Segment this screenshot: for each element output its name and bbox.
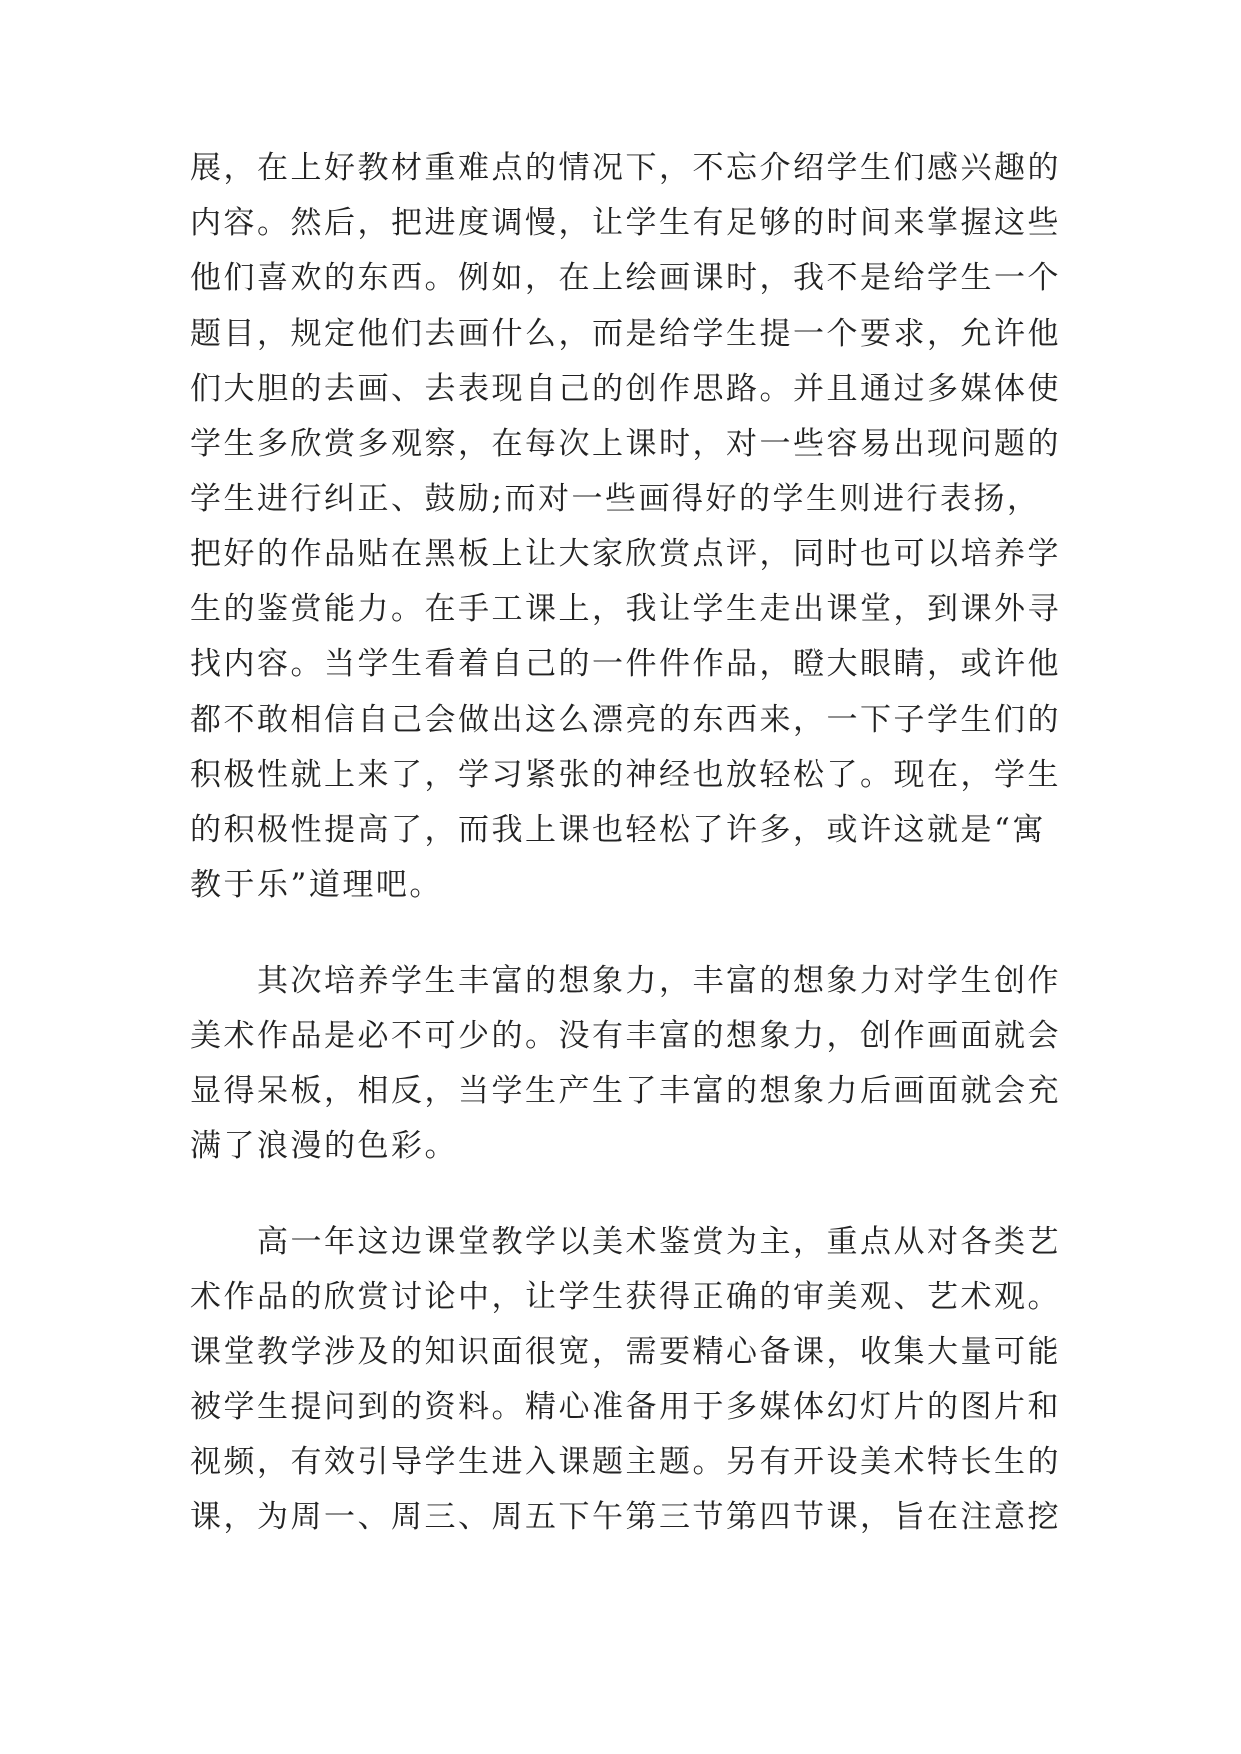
- text-line: 题目，规定他们去画什么，而是给学生提一个要求，允许他: [190, 316, 1061, 352]
- text-line: 课堂教学涉及的知识面很宽，需要精心备课，收集大量可能: [190, 1334, 1061, 1370]
- text-line: 学生多欣赏多观察，在每次上课时，对一些容易出现问题的: [190, 426, 1061, 462]
- text-line: 美术作品是必不可少的。没有丰富的想象力，创作画面就会: [190, 1018, 1061, 1054]
- text-line: 术作品的欣赏讨论中，让学生获得正确的审美观、艺术观。: [190, 1279, 1061, 1315]
- text-line: 显得呆板，相反，当学生产生了丰富的想象力后画面就会充: [190, 1073, 1061, 1109]
- text-line: 生的鉴赏能力。在手工课上，我让学生走出课堂，到课外寻: [190, 591, 1061, 627]
- text-line: 被学生提问到的资料。精心准备用于多媒体幻灯片的图片和: [190, 1389, 1061, 1425]
- text-line: 都不敢相信自己会做出这么漂亮的东西来，一下子学生们的: [190, 702, 1061, 738]
- text-line: 内容。然后，把进度调慢，让学生有足够的时间来掌握这些: [190, 205, 1061, 241]
- text-line: 教于乐”道理吧。: [190, 867, 443, 903]
- text-line: 积极性就上来了，学习紧张的神经也放轻松了。现在，学生: [190, 757, 1061, 793]
- text-line: 展，在上好教材重难点的情况下，不忘介绍学生们感兴趣的: [190, 150, 1061, 186]
- text-line: 其次培养学生丰富的想象力，丰富的想象力对学生创作: [190, 963, 1061, 999]
- text-line: 把好的作品贴在黑板上让大家欣赏点评，同时也可以培养学: [190, 536, 1061, 572]
- text-line: 找内容。当学生看着自己的一件件作品，瞪大眼睛，或许他: [190, 646, 1061, 682]
- text-line: 课，为周一、周三、周五下午第三节第四节课，旨在注意挖: [190, 1499, 1061, 1535]
- text-line: 高一年这边课堂教学以美术鉴赏为主，重点从对各类艺: [190, 1224, 1061, 1260]
- text-line: 满了浪漫的色彩。: [190, 1128, 458, 1164]
- text-line: 们大胆的去画、去表现自己的创作思路。并且通过多媒体使: [190, 371, 1061, 407]
- text-line: 的积极性提高了，而我上课也轻松了许多，或许这就是“寓: [190, 812, 1046, 848]
- text-line: 学生进行纠正、鼓励;而对一些画得好的学生则进行表扬，: [190, 481, 1041, 517]
- text-line: 视频，有效引导学生进入课题主题。另有开设美术特长生的: [190, 1444, 1061, 1480]
- text-line: 他们喜欢的东西。例如，在上绘画课时，我不是给学生一个: [190, 260, 1061, 296]
